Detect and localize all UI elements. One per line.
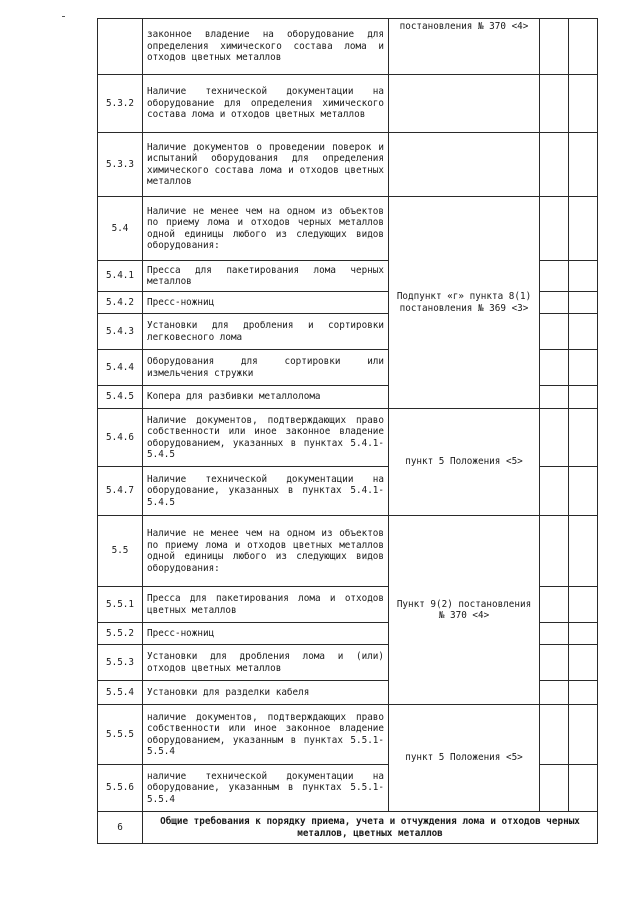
- check-cell: [569, 350, 598, 386]
- scan-speck: [62, 16, 65, 17]
- section-number: 6: [98, 812, 143, 844]
- row-number: 5.5.6: [98, 765, 143, 812]
- check-cell: [569, 133, 598, 197]
- row-number: 5.4.7: [98, 467, 143, 516]
- row-number: 5.5.5: [98, 705, 143, 765]
- requirement-text: Пресс-ножниц: [143, 292, 389, 314]
- requirement-text: Установки для дробления лома и (или) отходов цветных металлов: [143, 645, 389, 681]
- check-cell: [540, 705, 569, 765]
- check-cell: [569, 681, 598, 705]
- row-number: 5.3.2: [98, 75, 143, 133]
- requirement-text: Пресса для пакетирования лома и отходов цветных металлов: [143, 587, 389, 623]
- requirement-text: Наличие документов, подтверждающих право собственности или иное законное владение оборудованием, указанных в пунктах 5.4.1-5.4.5: [143, 409, 389, 467]
- row-number: 5.5.2: [98, 623, 143, 645]
- check-cell: [569, 197, 598, 261]
- section-row: [98, 812, 598, 844]
- requirement-text: Пресс-ножниц: [143, 623, 389, 645]
- legal-reference: постановления № 370 <4>: [389, 19, 540, 75]
- requirement-text: Оборудования для сортировки или измельчения стружки: [143, 350, 389, 386]
- requirements-table: [97, 18, 598, 844]
- requirement-text: Наличие технической документации на оборудование для определения химического состава лома и отходов цветных металлов: [143, 75, 389, 133]
- check-cell: [540, 681, 569, 705]
- check-cell: [569, 386, 598, 409]
- check-cell: [540, 386, 569, 409]
- check-cell: [540, 314, 569, 350]
- check-cell: [569, 467, 598, 516]
- check-cell: [540, 516, 569, 587]
- requirement-text: наличие технической документации на оборудование, указанным в пунктах 5.5.1-5.5.4: [143, 765, 389, 812]
- table-row: [98, 133, 598, 197]
- empty-reference-cell: [389, 75, 540, 133]
- check-cell: [569, 292, 598, 314]
- requirement-text: Наличие документов о проведении поверок и испытаний оборудования для определения химического состава лома и отходов цветных металлов: [143, 133, 389, 197]
- check-cell: [540, 197, 569, 261]
- row-number: 5.5.1: [98, 587, 143, 623]
- legal-reference: Подпункт «г» пункта 8(1) постановления № 369 <3>: [389, 197, 540, 409]
- check-cell: [569, 765, 598, 812]
- section-heading: Общие требования к порядку приема, учета и отчуждения лома и отходов черных металлов, цветных металлов: [143, 812, 598, 844]
- row-number: 5.4.1: [98, 261, 143, 292]
- table-row: [98, 197, 598, 261]
- row-number: 5.4.3: [98, 314, 143, 350]
- check-cell: [569, 705, 598, 765]
- row-number: 5.5: [98, 516, 143, 587]
- row-number: 5.4.4: [98, 350, 143, 386]
- check-cell: [540, 409, 569, 467]
- row-number: 5.4.2: [98, 292, 143, 314]
- check-cell: [569, 19, 598, 75]
- row-number: 5.5.4: [98, 681, 143, 705]
- check-cell: [540, 350, 569, 386]
- check-cell: [540, 623, 569, 645]
- row-number: 5.4: [98, 197, 143, 261]
- row-number: 5.4.6: [98, 409, 143, 467]
- check-cell: [569, 645, 598, 681]
- check-cell: [540, 765, 569, 812]
- empty-reference-cell: [389, 133, 540, 197]
- check-cell: [569, 516, 598, 587]
- check-cell: [540, 133, 569, 197]
- requirement-text: законное владение на оборудование для определения химического состава лома и отходов цветных металлов: [143, 19, 389, 75]
- check-cell: [569, 314, 598, 350]
- check-cell: [569, 587, 598, 623]
- requirement-text: Копера для разбивки металлолома: [143, 386, 389, 409]
- table-row: [98, 516, 598, 587]
- check-cell: [540, 75, 569, 133]
- check-cell: [569, 75, 598, 133]
- row-number: 5.3.3: [98, 133, 143, 197]
- check-cell: [540, 261, 569, 292]
- check-cell: [540, 19, 569, 75]
- legal-reference: Пункт 9(2) постановления № 370 <4>: [389, 516, 540, 705]
- table-row: [98, 409, 598, 467]
- check-cell: [540, 645, 569, 681]
- table-row: [98, 75, 598, 133]
- check-cell: [569, 261, 598, 292]
- requirement-text: Пресса для пакетирования лома черных металлов: [143, 261, 389, 292]
- check-cell: [540, 292, 569, 314]
- requirement-text: Установки для дробления и сортировки легковесного лома: [143, 314, 389, 350]
- row-number: 5.4.5: [98, 386, 143, 409]
- row-number: 5.5.3: [98, 645, 143, 681]
- table-row: [98, 705, 598, 765]
- requirement-text: Установки для разделки кабеля: [143, 681, 389, 705]
- legal-reference: пункт 5 Положения <5>: [389, 409, 540, 516]
- legal-reference: пункт 5 Положения <5>: [389, 705, 540, 812]
- check-cell: [540, 587, 569, 623]
- requirement-text: Наличие не менее чем на одном из объектов по приему лома и отходов черных металлов одной единицы любого из следующих видов оборудования:: [143, 197, 389, 261]
- check-cell: [569, 623, 598, 645]
- row-number: [98, 19, 143, 75]
- requirement-text: Наличие не менее чем на одном из объектов по приему лома и отходов цветных металлов одной единицы любого из следующих видов оборудования:: [143, 516, 389, 587]
- check-cell: [569, 409, 598, 467]
- check-cell: [540, 467, 569, 516]
- requirement-text: наличие документов, подтверждающих право собственности или иное законное владение оборудованием, указанным в пунктах 5.5.1-5.5.4: [143, 705, 389, 765]
- requirement-text: Наличие технической документации на оборудование, указанных в пунктах 5.4.1-5.4.5: [143, 467, 389, 516]
- table-row: [98, 19, 598, 75]
